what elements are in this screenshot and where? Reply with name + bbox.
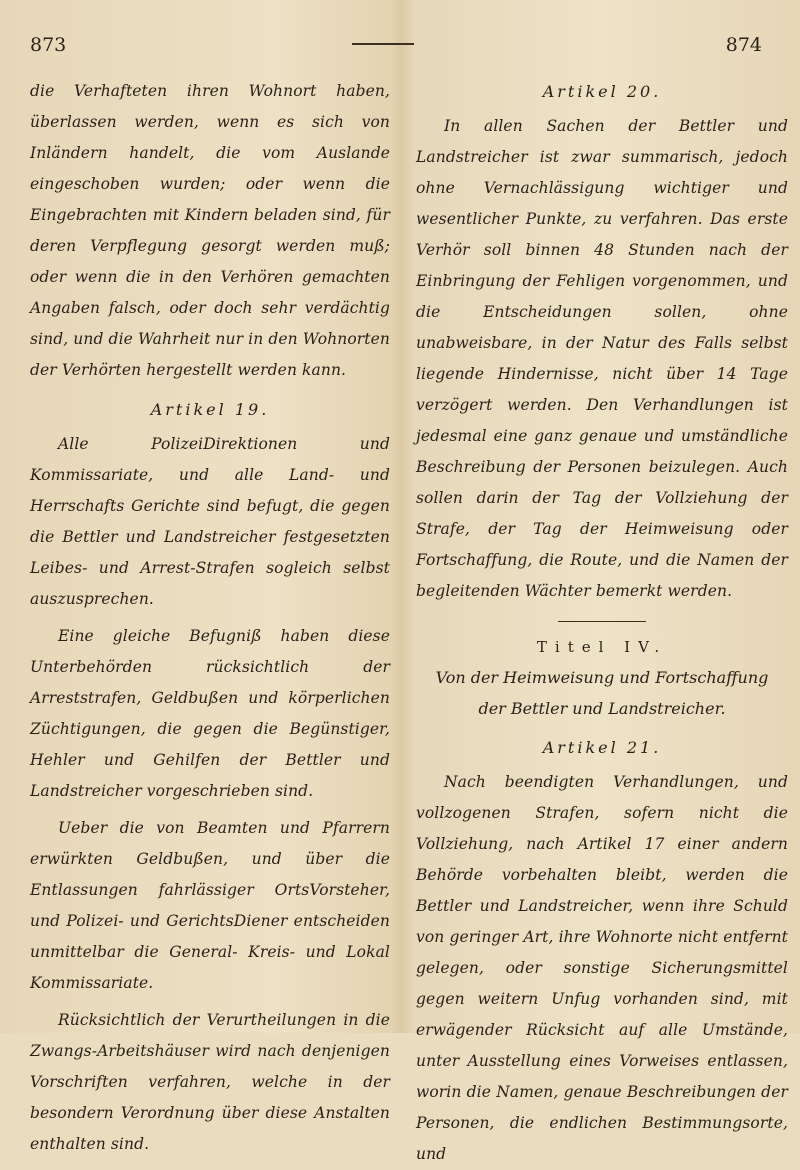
paragraph: Rücksichtlich der Verurtheilungen in die Zwangs-Arbeitshäuser wird nach denjenigen Vorschriften verfahren, welche in der besondern Verordnung über diese Anstalten enthalten sind. xyxy=(30,1011,390,1153)
left-page xyxy=(0,0,400,1153)
right-page xyxy=(400,0,800,1163)
title-subtitle: der Bettler und Landstreicher. xyxy=(478,699,726,718)
left-page-content xyxy=(30,76,390,1160)
paragraph: Eine gleiche Befugniß haben diese Unterbehörden rücksichtlich der Arreststrafen, Geldbußen und körperlichen Züchtigungen, die gegen die Begünstiger, Hehler und Gehilfen der Bettler und Landstreicher vorgeschrieben sind. xyxy=(30,627,390,800)
paragraph: In allen Sachen der Bettler und Landstreicher ist zwar summarisch, jedoch ohne Vernachlässigung wichtiger und wesentlicher Punkte, zu verfahren. Das erste Verhör soll binnen 48 Stunden nach der Einbringung der Fehligen vorgenommen, und die Entscheidungen sollen, ohne unabweisbare, in der Natur des Falls selbst liegende Hindernisse, nicht über 14 Tage verzögert werden. Den Verhandlungen ist jedesmal eine ganz genaue und umständliche Beschreibung der Personen beizulegen. Auch sollen darin der Tag der Vollziehung der Strafe, der Tag der Heimweisung oder Fortschaffung, die Route, und die Namen der begleitenden Wächter bemerkt werden. xyxy=(416,117,788,600)
paragraph: Nach beendigten Verhandlungen, und vollzogenen Strafen, sofern nicht die Vollziehung, nach Artikel 17 einer andern Behörde vorbehalten bleibt, werden die Bettler und Landstreicher, wenn ihre Schuld von geringer Art, ihre Wohnorte nicht entfernt gelegen, oder sonstige Sicherungsmittel gegen weitern Unfug vorhanden sind, mit erwägender Rücksicht auf alle Umstände, unter Ausstellung eines Vorweises entlassen, worin die Namen, genaue Beschreibungen der Personen, die endlichen Bestimmungsorte, und xyxy=(416,773,788,1163)
article-heading: Artikel 20. xyxy=(542,82,662,101)
page-number: 874 xyxy=(725,34,762,56)
section-divider xyxy=(558,621,646,622)
title-subtitle: Von der Heimweisung und Fortschaffung xyxy=(435,668,769,687)
article-heading: Artikel 19. xyxy=(150,400,270,419)
paragraph: Ueber die von Beamten und Pfarrern erwürkten Geldbußen, und über die Entlassungen fahrlässiger OrtsVorsteher, und Polizei- und GerichtsDiener entscheiden unmittelbar die General- Kreis- und Lokal Kommissariate. xyxy=(30,819,390,992)
right-page-content xyxy=(416,76,788,1170)
page-number: 873 xyxy=(30,34,67,56)
paragraph: Alle PolizeiDirektionen und Kommissariate, und alle Land- und Herrschafts Gerichte sind befugt, die gegen die Bettler und Landstreicher festgesetzten Leibes- und Arrest-Strafen sogleich selbst auszusprechen. xyxy=(30,435,390,608)
title-heading: Titel IV. xyxy=(536,638,668,656)
article-heading: Artikel 21. xyxy=(542,738,662,757)
paragraph: die Verhafteten ihren Wohnort haben, überlassen werden, wenn es sich von Inländern handelt, die vom Auslande eingeschoben wurden; oder wenn die Eingebrachten mit Kindern beladen sind, für deren Verpflegung gesorgt werden muß; oder wenn die in den Verhören gemachten Angaben falsch, oder doch sehr verdächtig sind, und die Wahrheit nur in den Wohnorten der Verhörten hergestellt werden kann. xyxy=(30,82,390,379)
